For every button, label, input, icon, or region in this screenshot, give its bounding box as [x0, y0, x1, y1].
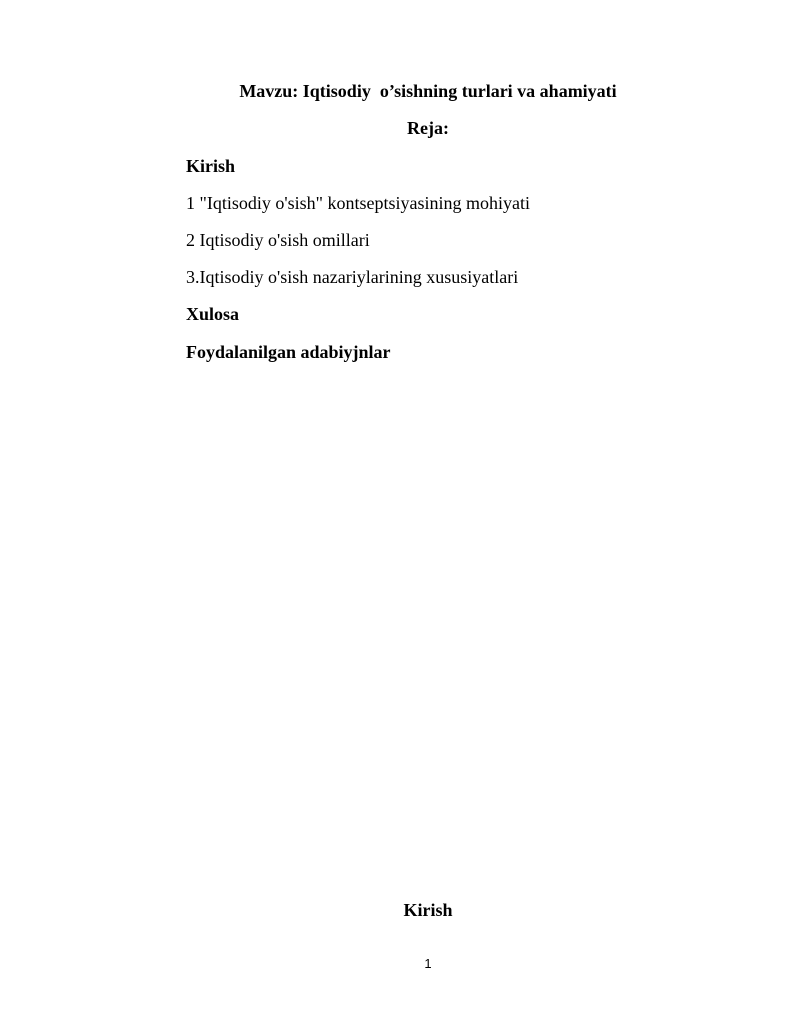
plan-item-conclusion: Xulosa: [186, 304, 240, 324]
plan-item-1: 1 "Iqtisodiy o'sish" kontseptsiyasining mohiyati: [186, 193, 530, 213]
plan-item-references: Foydalanilgan adabiyjnlar: [186, 342, 391, 362]
page-number: 1: [424, 956, 432, 971]
plan-item-introduction: Kirish: [186, 156, 236, 176]
plan-heading: Reja:: [407, 118, 449, 138]
document-title: Mavzu: Iqtisodiy o’sishning turlari va ahamiyati: [239, 81, 617, 101]
plan-item-2: 2 Iqtisodiy o'sish omillari: [186, 230, 370, 250]
plan-item-3: 3.Iqtisodiy o'sish nazariylarining xususiyatlari: [186, 267, 519, 287]
section-heading-introduction: Kirish: [403, 900, 453, 920]
